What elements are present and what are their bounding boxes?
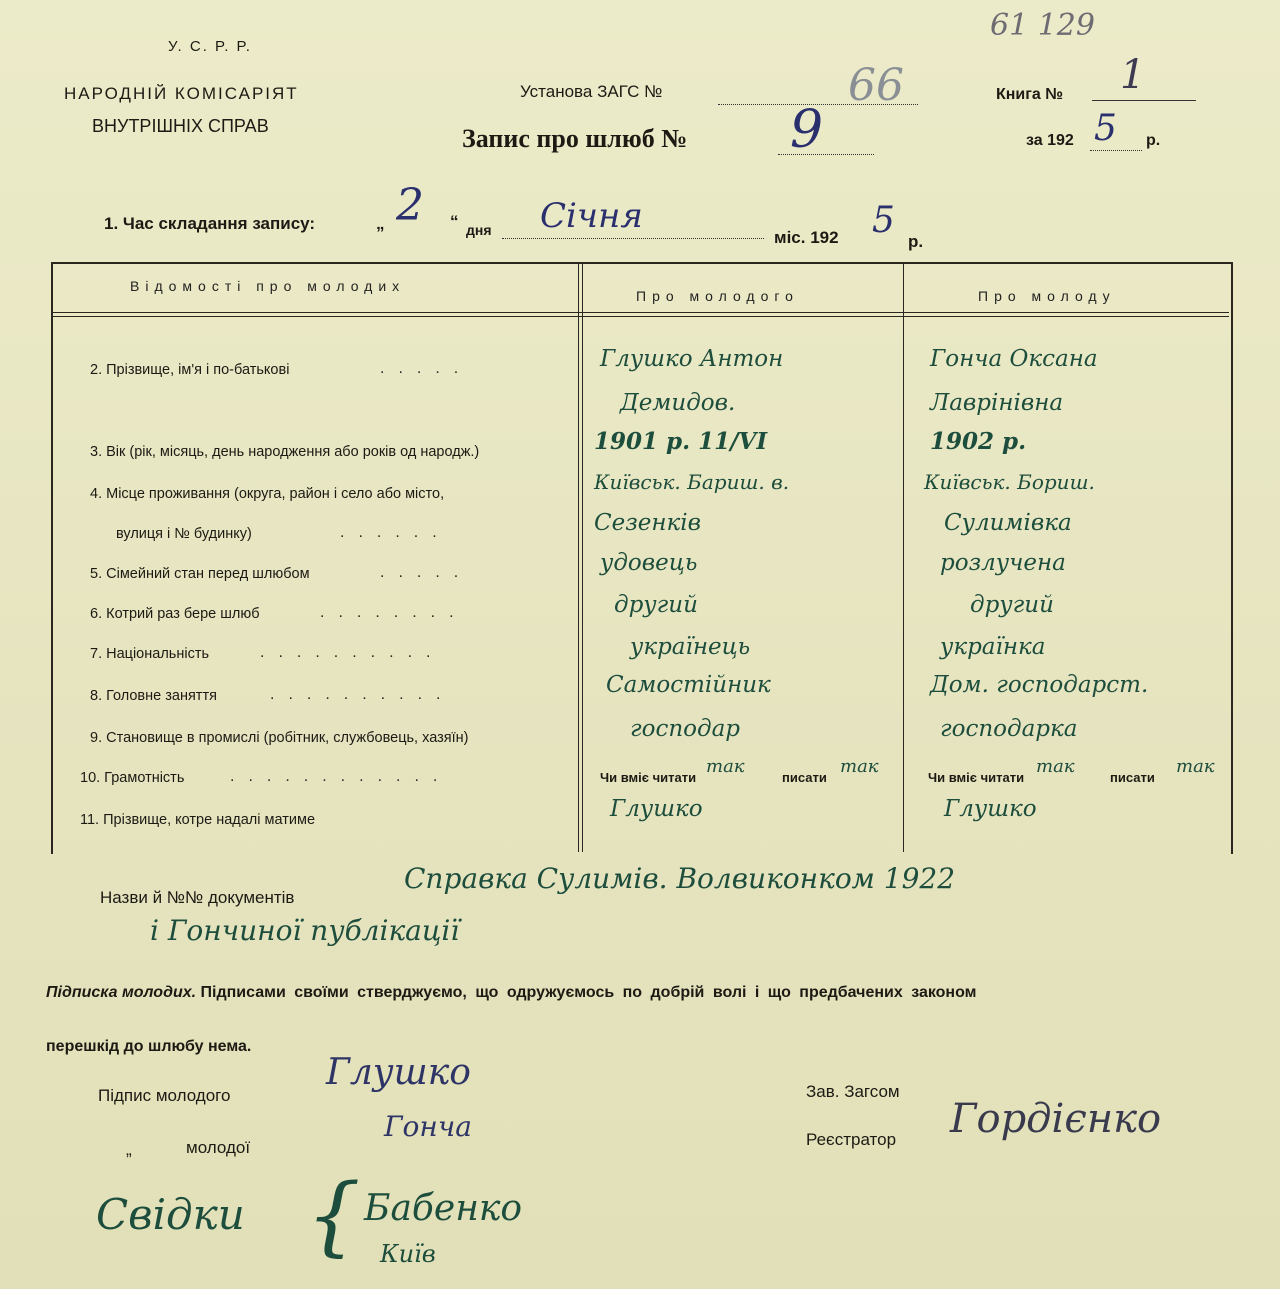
declaration-line1	[46, 984, 976, 1002]
date-month-line	[502, 238, 764, 239]
documents-label: Назви й №№ документів	[100, 888, 295, 907]
documents-value-line1: Справка Сулимів. Волвиконком 1922	[404, 862, 956, 895]
record-number: 9	[790, 100, 824, 160]
groom-read-value: так	[706, 756, 745, 777]
groom-name: Глушко Антон	[600, 346, 784, 372]
zags-number: 66	[848, 60, 904, 111]
row-dots-occupation: ..........	[270, 686, 455, 703]
date-day: 2	[396, 180, 424, 231]
row-label-residence: 4. Місце проживання (округа, район і село або місто,	[90, 486, 445, 502]
row-label-marital: 5. Сімейний стан перед шлюбом	[90, 566, 310, 582]
date-day-word: дня	[466, 222, 492, 238]
witness-name: Бабенко	[364, 1188, 523, 1229]
date-year-digit: 5	[872, 200, 895, 241]
row-dots-nationality: ..........	[260, 644, 445, 661]
groom-occupation: Самостійник	[606, 672, 771, 698]
declaration-lead: Підписка молодих.	[46, 984, 197, 1001]
groom-write-value: так	[840, 756, 879, 777]
date-open-quote: „	[376, 214, 385, 233]
commissariat-line1: НАРОДНІЙ КОМІСАРІЯТ	[64, 84, 299, 103]
year-digit: 5	[1094, 108, 1117, 149]
bride-times: другий	[970, 592, 1054, 618]
bride-signature: Гонча	[384, 1110, 472, 1143]
declaration-text-2: перешкід до шлюбу нема.	[46, 1038, 252, 1055]
witness-bracket: {	[306, 1166, 361, 1266]
date-month-word: міс. 192	[774, 228, 839, 247]
row-label-times: 6. Котрий раз бере шлюб	[90, 606, 260, 622]
col-header-info: Відомості про молодих	[130, 278, 406, 294]
bride-residence: Київськ. Бориш.	[924, 470, 1095, 494]
groom-signature: Глушко	[326, 1052, 471, 1093]
table-header-divider	[51, 312, 1229, 313]
row-label-status: 9. Становище в промислі (робітник, службовець, хазяїн)	[90, 730, 469, 746]
date-close-quote: “	[450, 212, 459, 231]
groom-times: другий	[614, 592, 698, 618]
date-month: Січня	[540, 196, 643, 236]
row-label-name: 2. Прізвище, ім'я і по-батькові	[90, 362, 290, 378]
row-dots-name: .....	[380, 360, 473, 377]
col-header-bride: Про молоду	[978, 288, 1116, 304]
groom-village: Сезенків	[594, 510, 701, 536]
bride-nationality: українка	[940, 634, 1046, 660]
groom-read-label: Чи вміє читати	[600, 770, 697, 785]
bride-village: Сулимівка	[944, 510, 1072, 536]
row-label-future-surname: 11. Прізвище, котре надалі матиме	[80, 812, 316, 828]
registrar-label: Реєстратор	[806, 1130, 897, 1149]
book-number-line	[1092, 100, 1196, 101]
col-header-groom: Про молодого	[636, 288, 799, 304]
year-suffix: р.	[1146, 132, 1161, 149]
groom-signature-label: Підпис молодого	[98, 1086, 231, 1105]
row-dots-literacy: ............	[230, 768, 452, 785]
table-header-divider-2	[51, 316, 1229, 317]
commissariat-line2: ВНУТРІШНІХ СПРАВ	[92, 116, 269, 136]
corner-archive-numbers: 61 129	[990, 8, 1095, 43]
row-label-nationality: 7. Національність	[90, 646, 210, 662]
record-title: Запис про шлюб №	[462, 124, 688, 153]
year-line	[1090, 150, 1142, 151]
bride-read-label: Чи вміє читати	[928, 770, 1025, 785]
row-dots-marital: .....	[380, 564, 473, 581]
table-col-divider-2	[903, 262, 904, 852]
bride-signature-prefix: „	[126, 1140, 132, 1159]
bride-marital: розлучена	[940, 550, 1066, 576]
groom-patronymic: Демидов.	[620, 390, 736, 416]
bride-occupation: Дом. господарст.	[930, 672, 1149, 698]
bride-future-surname: Глушко	[944, 796, 1037, 822]
bride-signature-label: молодої	[186, 1138, 251, 1157]
groom-marital: удовець	[600, 550, 698, 576]
republic-label: У. С. Р. Р.	[168, 38, 252, 55]
table-col-divider-1b	[582, 262, 583, 852]
bride-name: Гонча Оксана	[930, 346, 1098, 372]
table-col-divider-1	[578, 262, 579, 852]
bride-status: господарка	[940, 716, 1078, 742]
head-label: Зав. Загсом	[806, 1082, 900, 1101]
witness-sub: Київ	[380, 1240, 436, 1268]
witnesses-word: Свідки	[96, 1190, 245, 1239]
groom-status: господар	[630, 716, 741, 742]
zags-label: Установа ЗАГС №	[520, 82, 663, 101]
groom-age: 1901 р. 11/VI	[594, 428, 768, 455]
bride-write-label: писати	[1110, 770, 1155, 785]
documents-value-line2: і Гончиної публікації	[150, 914, 460, 947]
bride-patronymic: Лаврінівна	[930, 390, 1064, 416]
date-year-suffix: р.	[908, 232, 924, 251]
row-label-age: 3. Вік (рік, місяць, день народження або років од народж.)	[90, 444, 480, 460]
book-label: Книга №	[996, 86, 1064, 103]
date-label: 1. Час складання запису:	[104, 214, 316, 233]
bride-read-value: так	[1036, 756, 1075, 777]
declaration-text-1: Підписами своїми стверджуємо, що одружуємось по добрій волі і що предбачених законом	[200, 984, 977, 1001]
book-number: 1	[1120, 52, 1146, 98]
bride-write-value: так	[1176, 756, 1215, 777]
groom-write-label: писати	[782, 770, 827, 785]
bride-age: 1902 р.	[930, 428, 1027, 455]
groom-nationality: українець	[630, 634, 751, 660]
row-dots-residence: ......	[340, 524, 451, 541]
row-label-literacy: 10. Грамотність	[80, 770, 185, 786]
registrar-signature: Гордієнко	[950, 1096, 1162, 1142]
groom-residence: Київськ. Бариш. в.	[594, 470, 790, 494]
row-label-residence-2: вулиця і № будинку)	[116, 526, 252, 542]
year-label: за 192	[1026, 132, 1074, 149]
groom-future-surname: Глушко	[610, 796, 703, 822]
row-dots-times: ........	[320, 604, 468, 621]
row-label-occupation: 8. Головне заняття	[90, 688, 217, 704]
